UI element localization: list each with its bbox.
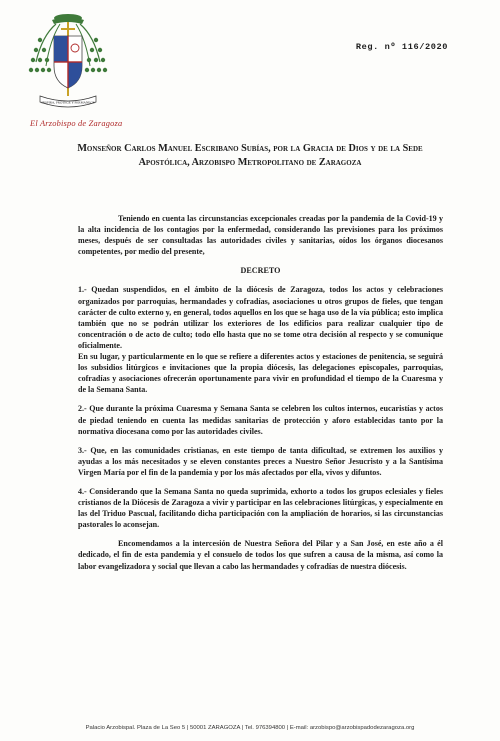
issuer-name: El Arzobispo de Zaragoza	[30, 119, 123, 128]
coat-of-arms-icon	[26, 10, 110, 116]
article-1: 1.- Quedan suspendidos, en el ámbito de la diócesis de Zaragoza, todos los actos y celebraciones organizados por parroquias, hermandades y cofradías, asociaciones u otros grupos de fieles, que tengan carácter de culto externo y, en general, todos aquellos en los que se haga uso de la vía pública; esto implica también que no se podrán utilizar los exteriores de los edificios para realizar cualquier tipo de concentración o de acto de culto; todo ello hasta que no se tome otra decisión al respecto y se comunique oficialmente.	[78, 285, 443, 350]
document-body	[78, 213, 443, 580]
intro-paragraph: Teniendo en cuenta las circunstancias excepcionales creadas por la pandemia de la Covid-19 y la alta incidencia de los contagios por la enfermedad, considerando las previsiones para los próximos meses, después de ser consultadas las autoridades civiles y sanitarias, oídos los órganos diocesanos competentes, por medio del presente,	[78, 214, 443, 257]
article-4: 4.- Considerando que la Semana Santa no queda suprimida, exhorto a todos los grupos eclesiales y fieles cristianos de la Diócesis de Zaragoza a vivir y participar en las celebraciones litúrgicas, y especialmente en las del Triduo Pascual, facilitando dicha participación con la ampliación de horarios, si las circunstancias pastorales lo aconsejan.	[78, 486, 443, 530]
article-3: 3.- Que, en las comunidades cristianas, en este tiempo de tanta dificultad, se extremen los auxilios y ayudas a los más necesitados y se eleven constantes preces a Nuestro Señor Jesucristo y a la Santísima Virgen María por el fin de la pandemia y por los más afectados por ella, vivos y difuntos.	[78, 445, 443, 477]
coat-of-arms	[26, 10, 110, 116]
article-2: 2.- Que durante la próxima Cuaresma y Semana Santa se celebren los cultos internos, eucaristías y actos de piedad teniendo en cuenta las medidas sanitarias de protección y aforo establecidas tanto por la normativa diocesana como por las autoridades civiles.	[78, 404, 443, 436]
closing-paragraph: Encomendamos a la intercesión de Nuestra Señora del Pilar y a San José, en este año a él dedicado, el fin de esta pandemia y el consuelo de todos los que sufren a causa de la misma, así como la labor evangelizadora y social que llevan a cabo las hermandades y cofradías de nuestra diócesis.	[78, 539, 443, 571]
decree-heading: DECRETO	[240, 266, 281, 276]
article-1-continuation: En su lugar, y particularmente en lo que se refiere a diferentes actos y estaciones de penitencia, se seguirá los subsidios litúrgicos e invitaciones que la propia diócesis, las delegaciones episcopales, parroquias, cofradías y asociaciones ofrecerán oportunamente para vivir en profundidad el tiempo de la Cuaresma y de la Semana Santa.	[78, 352, 443, 395]
document-title: Monseñor Carlos Manuel Escribano Subías, por la Gracia de Dios y de la Sede Apostólica, Arzobispo Metropolitano de Zaragoza	[77, 143, 423, 168]
registration-number: Reg. nº 116/2020	[355, 42, 448, 52]
seal-motto: INSPIRA, PROTEGE Y PERMANECE	[41, 100, 95, 105]
footer-address: Palacio Arzobispal. Plaza de La Seo 5 | 50001 ZARAGOZA | Tel. 976394800 | E-mail: arzobispo@arzobispadodezaragoza.org	[85, 725, 415, 731]
